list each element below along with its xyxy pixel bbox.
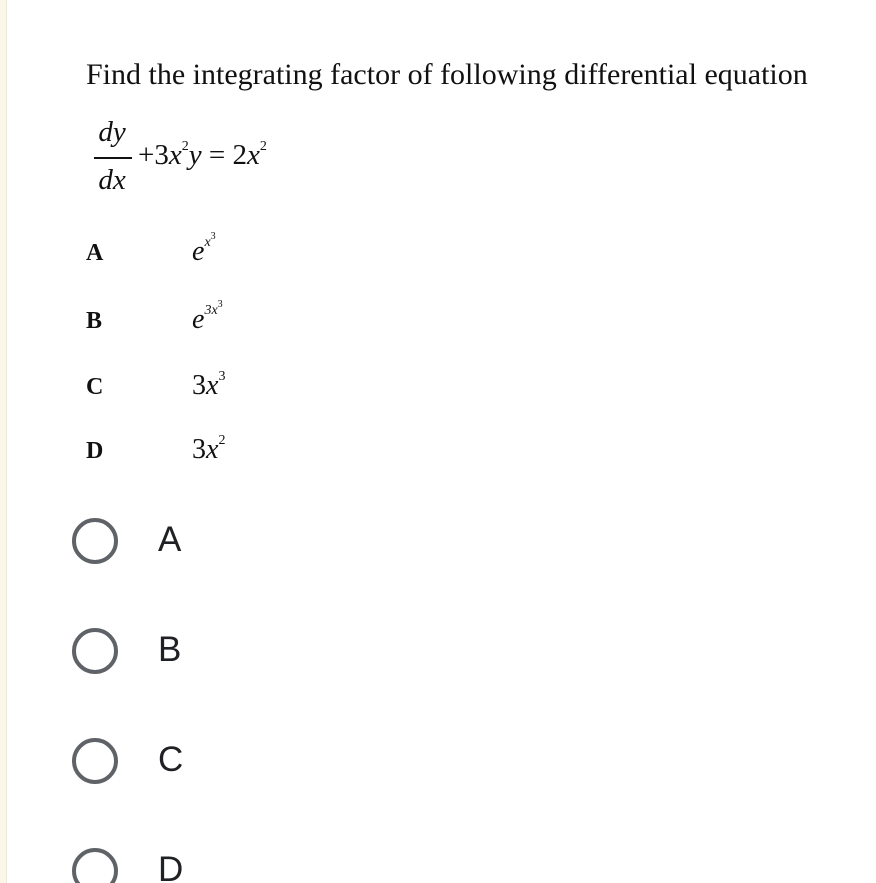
expr-var: x xyxy=(206,434,219,465)
eq-term-coef: +3 xyxy=(138,139,169,171)
option-letter: C xyxy=(86,374,104,400)
choice-d[interactable] xyxy=(70,846,370,883)
choice-a[interactable] xyxy=(70,516,370,576)
expr-exponent-power: 3 xyxy=(210,231,216,242)
radio-button-c[interactable] xyxy=(72,738,118,784)
expr-var: x xyxy=(206,370,219,401)
option-letter: B xyxy=(86,308,103,334)
option-row-b xyxy=(86,299,386,344)
radio-button-d[interactable] xyxy=(72,848,118,883)
left-edge-strip xyxy=(0,0,7,883)
option-row-a xyxy=(86,231,386,276)
option-expression xyxy=(192,299,223,336)
eq-term-y: y xyxy=(188,139,202,171)
radio-button-a[interactable] xyxy=(72,518,118,564)
expr-exponent-power: 3 xyxy=(217,299,223,310)
option-expression xyxy=(192,231,216,268)
choice-b[interactable] xyxy=(70,626,370,686)
eq-term-exp: 2 xyxy=(181,139,189,154)
expr-power: 3 xyxy=(218,369,226,384)
option-row-c xyxy=(86,370,386,410)
option-letter: A xyxy=(86,240,104,266)
expr-base: e xyxy=(192,236,205,267)
expr-exponent: 3x xyxy=(204,303,218,318)
differential-equation xyxy=(86,116,346,206)
choice-label[interactable]: B xyxy=(158,630,182,669)
expr-base: e xyxy=(192,304,205,335)
radio-button-b[interactable] xyxy=(72,628,118,674)
option-letter: D xyxy=(86,438,104,464)
choice-label[interactable]: D xyxy=(158,850,184,883)
choice-label[interactable]: C xyxy=(158,740,184,779)
question-text: Find the integrating factor of following differential equation xyxy=(86,58,808,91)
eq-term-x: x xyxy=(168,139,182,171)
fraction-bar xyxy=(94,157,132,159)
option-expression xyxy=(192,370,225,402)
option-expression xyxy=(192,434,225,466)
expr-coef: 3 xyxy=(192,434,206,465)
expr-power: 2 xyxy=(218,433,226,448)
choice-c[interactable] xyxy=(70,736,370,796)
eq-rhs-x: x xyxy=(246,139,260,171)
eq-rhs-coef: = 2 xyxy=(201,139,247,171)
option-row-d xyxy=(86,434,386,474)
expr-coef: 3 xyxy=(192,370,206,401)
equation-rest xyxy=(138,139,267,172)
fraction-denominator: dx xyxy=(98,164,126,196)
expr-exponent: x xyxy=(204,235,211,250)
choice-label[interactable]: A xyxy=(158,520,182,559)
eq-rhs-exp: 2 xyxy=(259,139,267,154)
fraction-numerator: dy xyxy=(98,116,126,148)
